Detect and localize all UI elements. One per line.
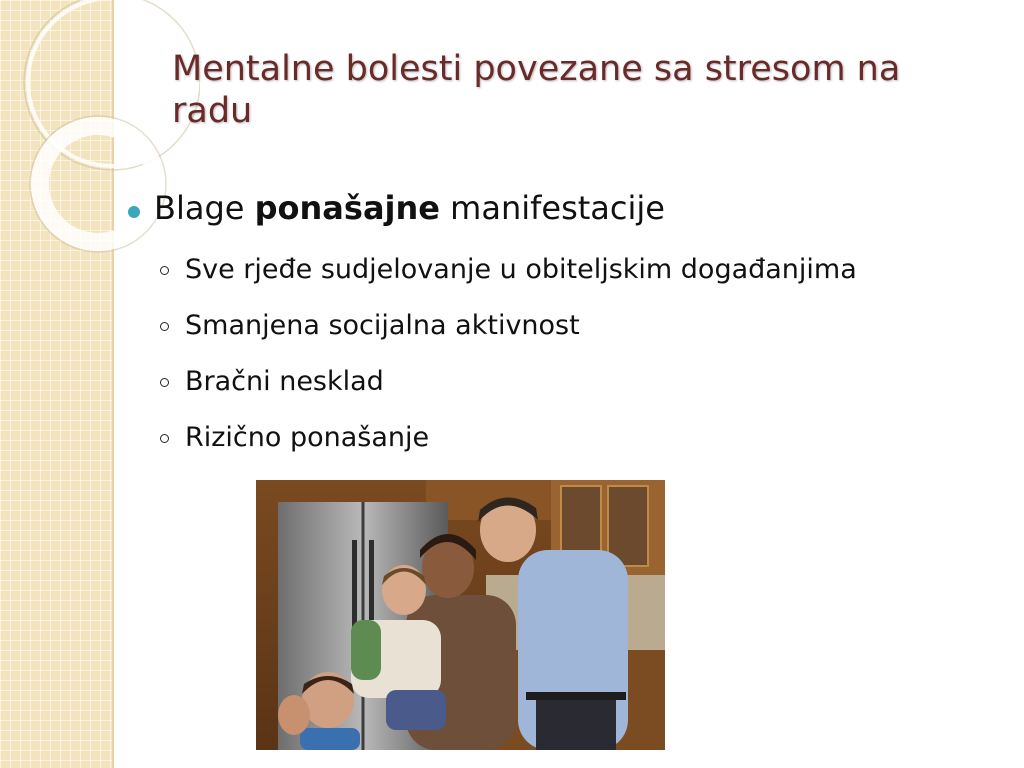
bullet-suffix: manifestacije [450,189,665,227]
sub-bullet-ring-icon [160,378,169,387]
sub-item-text: Smanjena socijalna aktivnost [185,310,580,341]
sub-item-text: Sve rjeđe sudjelovanje u obiteljskim događanjima [185,254,857,285]
sub-bullet-ring-icon [160,434,169,443]
slide-title: Mentalne bolesti povezane sa stresom na radu [172,49,901,131]
sub-bullet-ring-icon [160,266,169,275]
sub-item-text: Bračni nesklad [185,366,384,397]
bullet-prefix: Blage [154,189,245,227]
sub-bullet-ring-icon [160,322,169,331]
sub-item-text: Rizično ponašanje [185,422,430,453]
bullet-dot-icon [128,206,140,218]
family-kitchen-photo [256,480,665,750]
bullet-bold-word: ponašajne [254,189,440,227]
